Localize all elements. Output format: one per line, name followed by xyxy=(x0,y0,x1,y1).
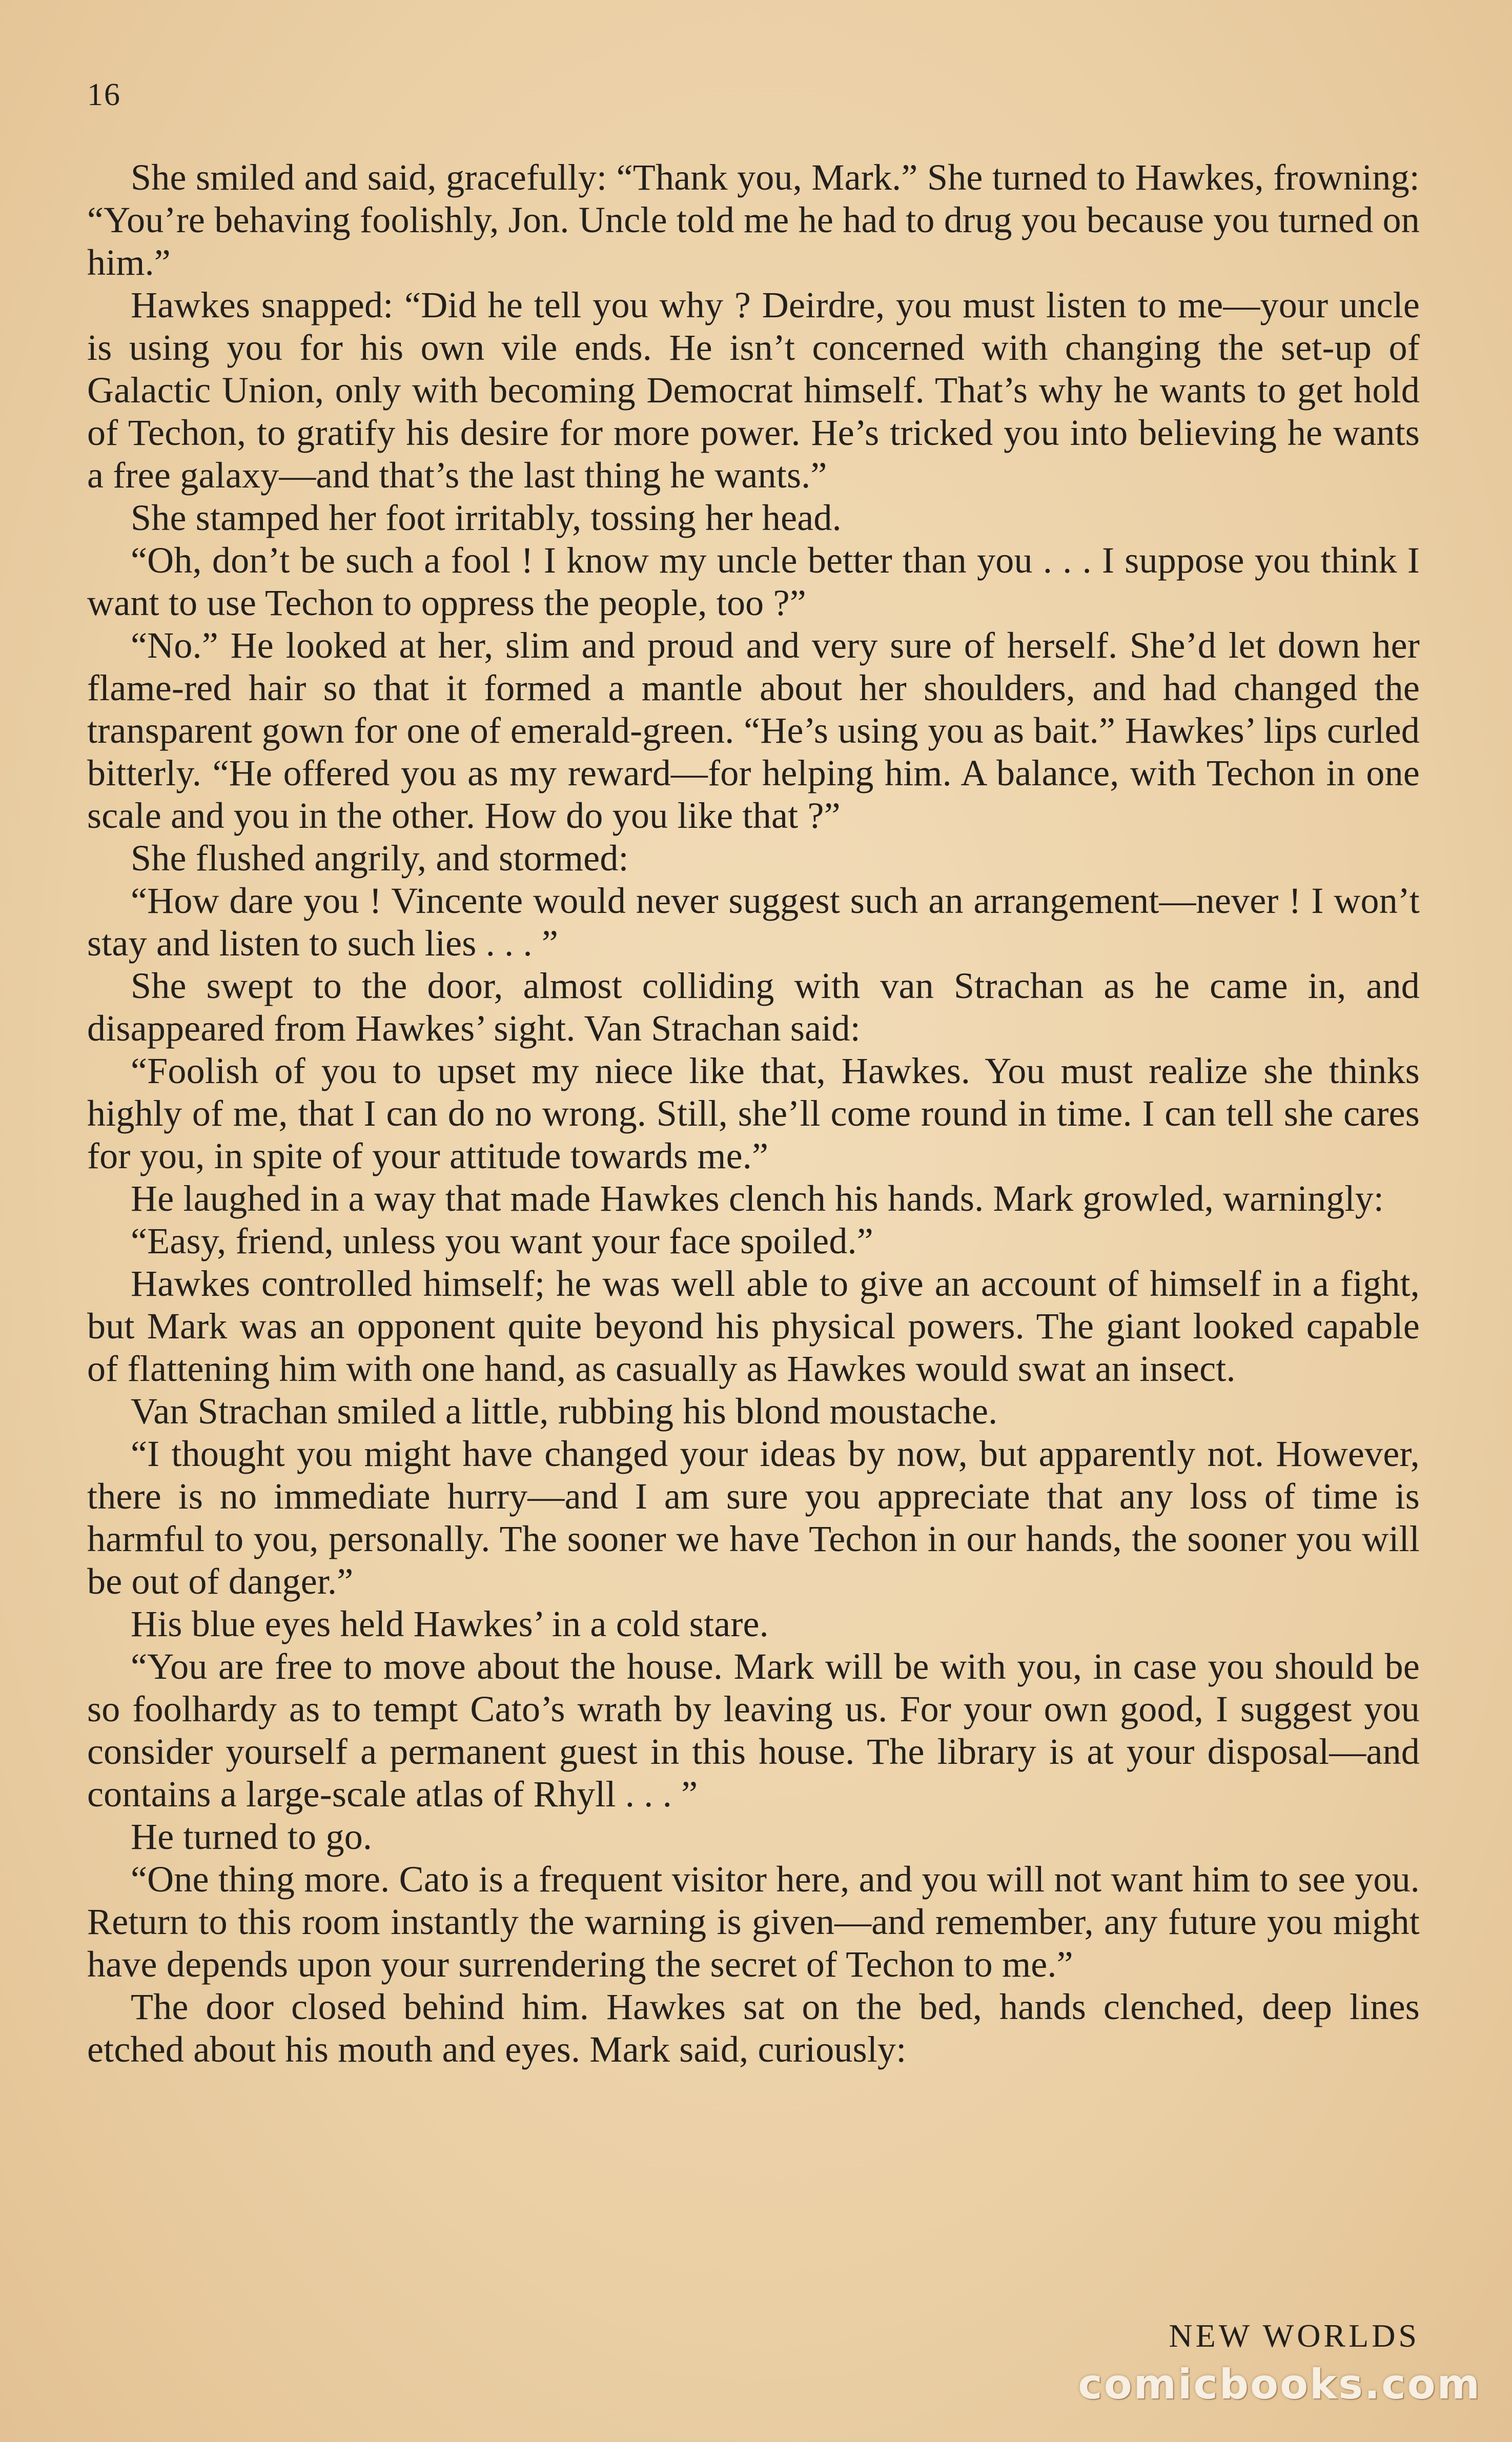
page-number: 16 xyxy=(87,77,121,112)
paragraph: “You are free to move about the house. Mark will be with you, in case you should be so foolhardy as to tempt Cato’s wrath by leaving us. For your own good, I suggest you consider yourself a permanent guest in this house. The library is at your disposal—and contains a large-scale atlas of Rhyll . . . ” xyxy=(87,1646,1420,1815)
paragraph: He laughed in a way that made Hawkes clench his hands. Mark growled, warningly: xyxy=(131,1178,1384,1219)
paragraph: “How dare you ! Vincente would never suggest such an arrangement—never ! I won’t stay and listen to such lies . . . ” xyxy=(87,880,1420,964)
paragraph: Van Strachan smiled a little, rubbing his blond moustache. xyxy=(131,1391,998,1432)
magazine-footer: NEW WORLDS xyxy=(1169,2317,1420,2354)
paragraph: “Foolish of you to upset my niece like that, Hawkes. You must realize she thinks highly of me, that I can do no wrong. Still, she’ll come round in time. I can tell she cares for you, in spite of your attitude towards me.” xyxy=(87,1050,1420,1176)
paragraph: His blue eyes held Hawkes’ in a cold stare. xyxy=(131,1603,769,1644)
story-text xyxy=(87,156,1420,2071)
paragraph: She stamped her foot irritably, tossing her head. xyxy=(131,497,842,538)
paragraph: She swept to the door, almost colliding with van Strachan as he came in, and disappeared from Hawkes’ sight. Van Strachan said: xyxy=(87,965,1420,1049)
paragraph: He turned to go. xyxy=(131,1816,373,1857)
paragraph: “Oh, don’t be such a fool ! I know my uncle better than you . . . I suppose you think I want to use Techon to oppress the people, too ?” xyxy=(87,540,1420,623)
paragraph: She smiled and said, gracefully: “Thank you, Mark.” She turned to Hawkes, frowning: “You’re behaving foolishly, Jon. Uncle told me he had to drug you because you turned on him.” xyxy=(87,157,1420,283)
paragraph: “Easy, friend, unless you want your face spoiled.” xyxy=(131,1220,873,1261)
paragraph: “No.” He looked at her, slim and proud and very sure of herself. She’d let down her flame-red hair so that it formed a mantle about her shoulders, and had changed the transparent gown for one of emerald-green. “He’s using you as bait.” Hawkes’ lips curled bitterly. “He offered you as my reward—for helping him. A balance, with Techon in one scale and you in the other. How do you like that ?” xyxy=(87,625,1420,836)
paragraph: The door closed behind him. Hawkes sat on the bed, hands clenched, deep lines etched about his mouth and eyes. Mark said, curiously: xyxy=(87,1986,1420,2070)
paragraph: “I thought you might have changed your ideas by now, but apparently not. However, there is no immediate hurry—and I am sure you appreciate that any loss of time is harmful to you, personally. The sooner we have Techon in our hands, the sooner you will be out of danger.” xyxy=(87,1433,1420,1602)
paragraph: Hawkes controlled himself; he was well able to give an account of himself in a fight, but Mark was an opponent quite beyond his physical powers. The giant looked capable of flattening him with one hand, as casually as Hawkes would swat an insect. xyxy=(87,1263,1420,1389)
paragraph: Hawkes snapped: “Did he tell you why ? Deirdre, you must listen to me—your uncle is using you for his own vile ends. He isn’t concerned with changing the set-up of Galactic Union, only with becoming Democrat himself. That’s why he wants to get hold of Techon, to gratify his desire for more power. He’s tricked you into believing he wants a free galaxy—and that’s the last thing he wants.” xyxy=(87,284,1420,496)
watermark: comicbooks.com xyxy=(1078,2360,1481,2408)
paragraph: “One thing more. Cato is a frequent visitor here, and you will not want him to see you. Return to this room instantly the warning is given—and remember, any future you might have depends upon your surrendering the secret of Techon to me.” xyxy=(87,1859,1420,1985)
paragraph: She flushed angrily, and stormed: xyxy=(131,838,629,879)
